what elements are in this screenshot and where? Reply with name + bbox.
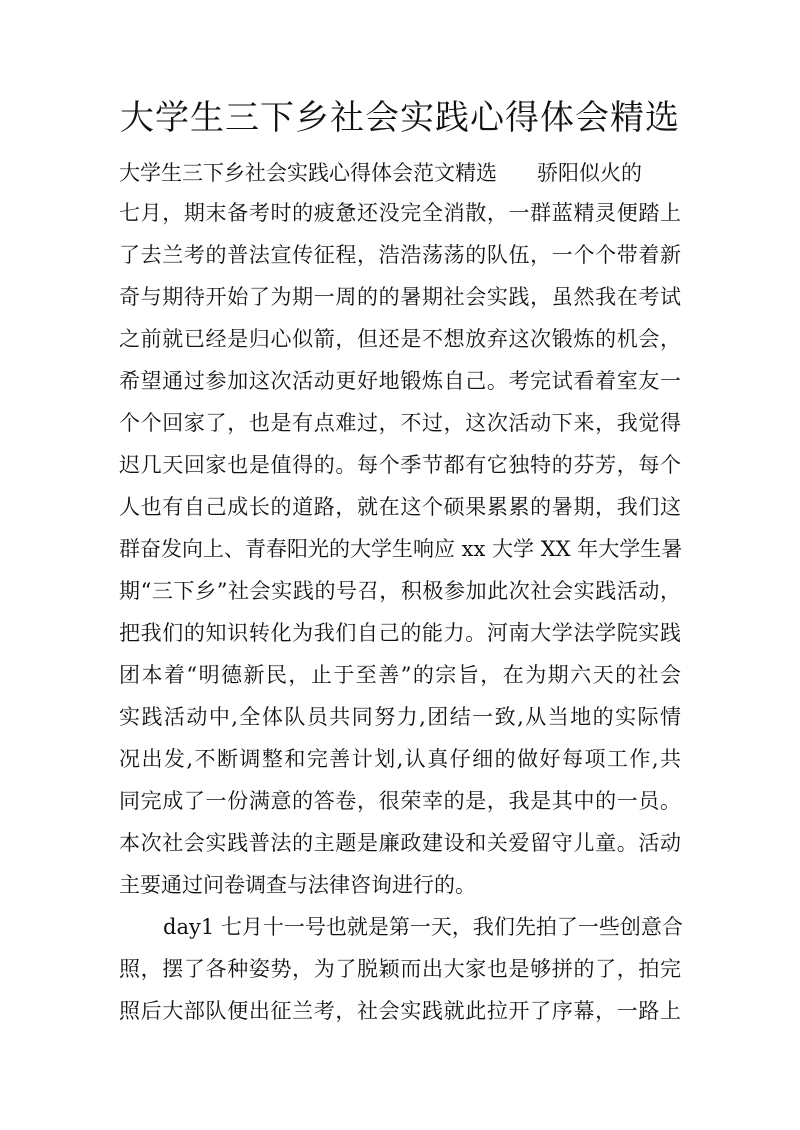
paragraph-line: 迟几天回家也是值得的。每个季节都有它独特的芬芳，每个 — [119, 453, 681, 477]
paragraph-line: 希望通过参加这次活动更好地锻炼自己。考完试看着室友一 — [119, 369, 681, 393]
document-title: 大学生三下乡社会实践心得体会精选 — [120, 98, 680, 138]
paragraph-line: 况出发,不断调整和完善计划,认真仔细的做好每项工作,共 — [119, 747, 681, 771]
paragraph-line: 照后大部队便出征兰考，社会实践就此拉开了序幕，一路上 — [119, 999, 681, 1023]
paragraph-line: 实践活动中,全体队员共同努力,团结一致,从当地的实际情 — [119, 705, 681, 729]
paragraph-line: 群奋发向上、青春阳光的大学生响应 xx 大学 XX 年大学生暑 — [119, 537, 683, 561]
paragraph-line: 奇与期待开始了为期一周的的暑期社会实践，虽然我在考试 — [119, 285, 681, 309]
paragraph-line: 主要通过问卷调查与法律咨询进行的。 — [119, 873, 476, 897]
paragraph-line: 了去兰考的普法宣传征程，浩浩荡荡的队伍，一个个带着新 — [119, 243, 681, 267]
paragraph-line: 把我们的知识转化为我们自己的能力。河南大学法学院实践 — [119, 621, 681, 645]
paragraph-line: 本次社会实践普法的主题是廉政建设和关爱留守儿童。活动 — [119, 831, 681, 855]
paragraph-line: 个个回家了，也是有点难过，不过，这次活动下来，我觉得 — [119, 411, 681, 435]
paragraph-line: day1 七月十一号也就是第一天，我们先拍了一些创意合 — [163, 915, 683, 939]
paragraph-line: 之前就已经是归心似箭，但还是不想放弃这次锻炼的机会， — [119, 327, 681, 351]
paragraph-line: 团本着“明德新民，止于至善”的宗旨，在为期六天的社会 — [119, 663, 681, 687]
paragraph-line: 大学生三下乡社会实践心得体会范文精选 骄阳似火的 — [119, 161, 643, 185]
paragraph-line: 同完成了一份满意的答卷，很荣幸的是，我是其中的一员。 — [119, 789, 681, 813]
paragraph-line: 期“三下乡”社会实践的号召，积极参加此次社会实践活动， — [119, 579, 681, 603]
paragraph-line: 照，摆了各种姿势，为了脱颖而出大家也是够拼的了，拍完 — [119, 957, 681, 981]
paragraph-line: 人也有自己成长的道路，就在这个硕果累累的暑期，我们这 — [119, 495, 681, 519]
paragraph-line: 七月，期末备考时的疲惫还没完全消散，一群蓝精灵便踏上 — [119, 201, 681, 225]
